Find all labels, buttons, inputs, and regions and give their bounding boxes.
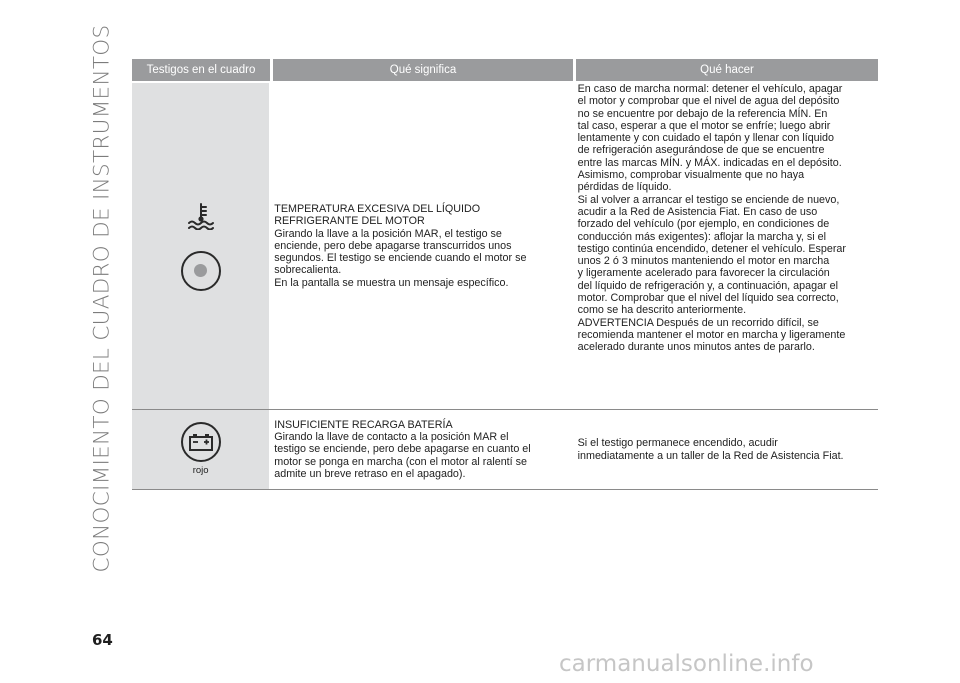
text-line: de refrigeración asegurándose de que se encuentre: [577, 144, 825, 157]
text-line: no se encuentre por debajo de la referencia MÍN. En: [577, 107, 828, 120]
watermark: carmanualsonline.info: [559, 651, 814, 677]
text-line: testigo continúa encendido, detener el vehículo. Esperar: [577, 242, 846, 255]
coolant-temperature-icon: [186, 202, 216, 230]
table-row-battery: [132, 410, 878, 490]
battery-glyph-icon: [188, 433, 214, 451]
meaning-cell: [272, 83, 572, 409]
text-line: Si al volver a arrancar el testigo se enciende de nuevo,: [577, 193, 840, 206]
text-line: inmediatamente a un taller de la Red de Asistencia Fiat.: [577, 449, 844, 462]
text-line: acudir a la Red de Asistencia Fiat. En caso de uso: [577, 205, 818, 218]
text-line: TEMPERATURA EXCESIVA DEL LÍQUIDO: [274, 202, 481, 215]
text-line: acelerado durante unos minutos antes de pararlo.: [577, 341, 815, 354]
text-line: En caso de marcha normal: detener el vehículo, apagar: [577, 83, 843, 95]
text-line: Girando la llave de contacto a la posición MAR el: [274, 431, 509, 444]
text-line: del líquido de refrigeración y, a continuación, apagar el: [577, 279, 838, 292]
text-line: motor. Comprobar que el nivel del líquido sea correcto,: [577, 292, 839, 305]
indicator-light-icon: [181, 251, 221, 291]
text-line: INSUFICIENTE RECARGA BATERÍA: [274, 418, 453, 431]
text-line: segundos. El testigo se enciende cuando el motor se: [274, 252, 527, 265]
table-row-coolant: [132, 83, 878, 410]
action-text: [578, 437, 844, 462]
text-line: ADVERTENCIA Después de un recorrido difícil, se: [577, 316, 819, 329]
indicator-cell: [132, 83, 269, 409]
text-line: y ligeramente acelerado para favorecer la circulación: [577, 267, 830, 280]
action-cell: [576, 83, 878, 409]
text-line: forzado del vehículo (por ejemplo, en condiciones de: [577, 218, 830, 231]
meaning-cell: [272, 410, 572, 489]
table-header: [132, 59, 878, 81]
text-line: el motor y comprobar que el nivel de agua del depósito: [577, 95, 840, 108]
text-line: tal caso, esperar a que el motor se enfríe; luego abrir: [577, 119, 831, 132]
text-line: Asimismo, comprobar visualmente que no haya: [577, 169, 805, 182]
text-line: recomienda mantener el motor en marcha y ligeramente: [577, 328, 846, 341]
text-line: En la pantalla se muestra un mensaje específico.: [274, 276, 509, 289]
text-line: motor se ponga en marcha (con el motor al ralentí se: [274, 455, 528, 468]
indicator-cell: [132, 410, 269, 489]
text-line: sobrecalienta.: [274, 264, 342, 277]
header-indicators: Testigos en el cuadro: [132, 59, 270, 81]
meaning-text: [274, 419, 530, 480]
text-line: Si el testigo permanece encendido, acudir: [577, 437, 778, 450]
side-section-title-text: CONOCIMIENTO DEL CUADRO DE INSTRUMENTOS: [89, 24, 115, 572]
warning-lights-table: [132, 59, 878, 490]
led-dot-icon: [194, 264, 207, 277]
text-line: testigo se enciende, pero debe apagarse en cuanto el: [274, 443, 531, 456]
action-cell: [576, 410, 878, 489]
text-line: entre las marcas MÍN. y MÁX. indicadas en el depósito.: [577, 156, 842, 169]
text-line: como se ha descrito anteriormente.: [577, 304, 747, 317]
page-number: 64: [92, 631, 113, 649]
text-line: enciende, pero debe apagarse transcurridos unos: [274, 239, 512, 252]
text-line: REFRIGERANTE DEL MOTOR: [274, 215, 425, 228]
text-line: unos 2 ó 3 minutos manteniendo el motor en marcha: [577, 255, 830, 268]
header-meaning: Qué significa: [273, 59, 573, 81]
battery-charge-icon: [181, 422, 221, 462]
indicator-color-label: rojo: [192, 464, 209, 476]
text-line: Girando la llave a la posición MAR, el testigo se: [274, 227, 502, 240]
text-line: admite un breve retraso en el apagado).: [274, 467, 466, 480]
text-line: lentamente y con cuidado el tapón y llenar con líquido: [577, 132, 835, 145]
side-section-title: [84, 24, 120, 572]
action-text: [578, 83, 846, 354]
text-line: pérdidas de líquido.: [577, 181, 672, 194]
meaning-text: [274, 203, 526, 289]
header-action: Qué hacer: [576, 59, 878, 81]
text-line: conducción más exigentes): aflojar la marcha y, si el: [577, 230, 826, 243]
